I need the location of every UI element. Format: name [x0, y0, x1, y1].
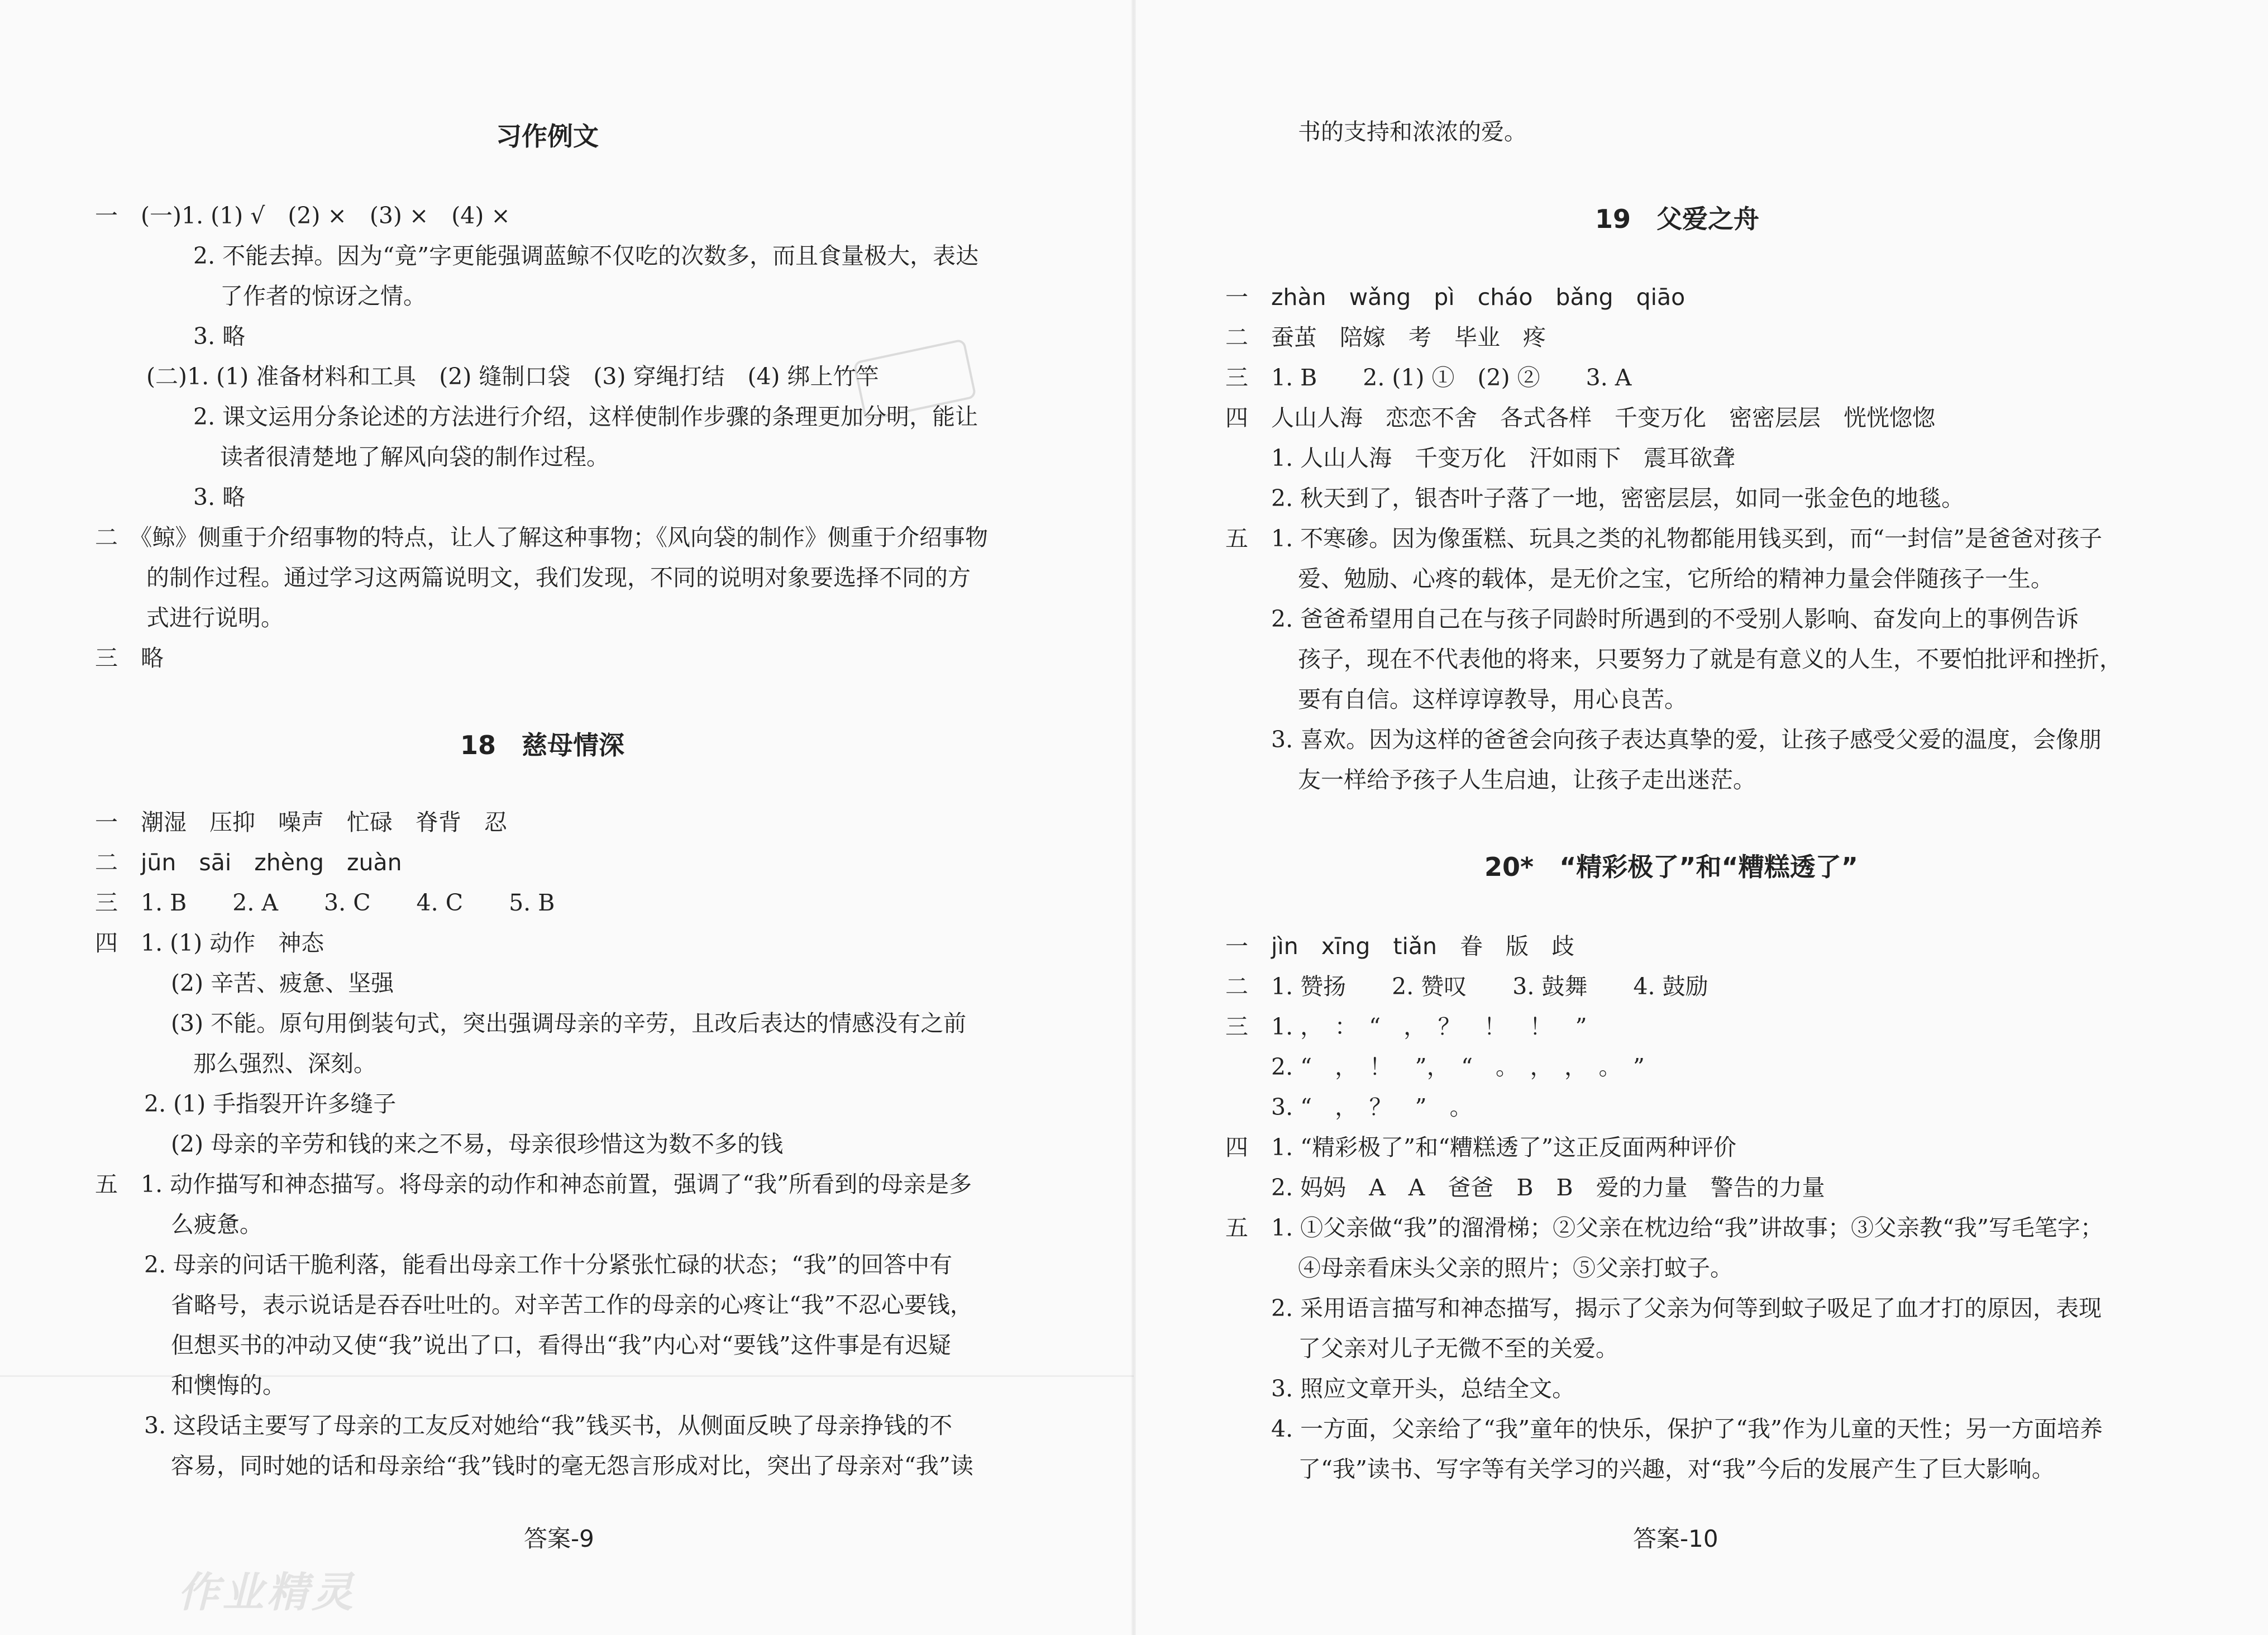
answer-line: (2) 母亲的辛劳和钱的来之不易，母亲很珍惜这为数不多的钱 — [171, 1131, 784, 1157]
answer-line: 三 1. B 2. (1) ① (2) ② 3. A — [1225, 364, 1632, 391]
section-title-18: 18 慈母情深 — [460, 730, 625, 760]
answer-line: 友一样给予孩子人生启迪，让孩子走出迷茫。 — [1298, 766, 1756, 793]
answer-line: 二 jūn sāi zhèng zuàn — [95, 849, 402, 876]
answer-line: 一 潮湿 压抑 噪声 忙碌 脊背 忍 — [95, 809, 507, 836]
answer-line: 一 zhàn wǎng pì cháo bǎng qiāo — [1225, 284, 1686, 311]
answer-line: 四 1. “精彩极了”和“糟糕透了”这正反面两种评价 — [1225, 1134, 1736, 1161]
answer-line: 三 1. ， ： “ ， ？ ！ ！ ” — [1225, 1013, 1587, 1040]
answer-line: 但想买书的冲动又使“我”说出了口，看得出“我”内心对“要钱”这件事是有迟疑 — [171, 1332, 951, 1358]
answer-line: 爱、勉励、心疼的载体，是无价之宝，它所给的精神力量会伴随孩子一生。 — [1298, 565, 2054, 592]
answer-line: (3) 不能。原句用倒装句式，突出强调母亲的辛劳，且改后表达的情感没有之前 — [171, 1010, 967, 1037]
answer-line: 么疲惫。 — [171, 1211, 262, 1238]
answer-line: 式进行说明。 — [146, 604, 284, 631]
answer-line: 3. “ ， ？ ” 。 — [1271, 1094, 1473, 1121]
page-number: 答案-9 — [524, 1525, 594, 1552]
answer-line: 了父亲对儿子无微不至的关爱。 — [1298, 1335, 1618, 1362]
answer-line: ④母亲看床头父亲的照片；⑤父亲打蚊子。 — [1298, 1255, 1733, 1281]
answer-line: 五 1. ①父亲做“我”的溜滑梯；②父亲在枕边给“我”讲故事；③父亲教“我”写毛笔字； — [1225, 1214, 2103, 1241]
section-title-xizuo-liwen: 习作例文 — [496, 121, 599, 151]
answer-line: 二 《鲸》侧重于介绍事物的特点，让人了解这种事物；《风向袋的制作》侧重于介绍事物 — [95, 524, 988, 551]
answer-line: 2. 妈妈 A A 爸爸 B B 爱的力量 警告的力量 — [1271, 1174, 1825, 1201]
answer-line: 一 (一)1. (1) √ (2) × (3) × (4) × — [95, 202, 510, 229]
watermark-logo: 作业精灵 — [178, 1569, 356, 1617]
answer-line: 了作者的惊讶之情。 — [220, 283, 426, 309]
answer-line: 五 1. 不寒碜。因为像蛋糕、玩具之类的礼物都能用钱买到，而“一封信”是爸爸对孩子 — [1225, 525, 2103, 552]
answer-line: 书的支持和浓浓的爱。 — [1298, 118, 1527, 145]
answer-line: 要有自信。这样谆谆教导，用心良苦。 — [1298, 686, 1687, 713]
answer-line: 3. 喜欢。因为这样的爸爸会向孩子表达真挚的爱，让孩子感受父爱的温度，会像朋 — [1271, 726, 2102, 753]
answer-line: 了“我”读书、写字等有关学习的兴趣，对“我”今后的发展产生了巨大影响。 — [1298, 1456, 2055, 1483]
answer-line: 3. 略 — [193, 323, 246, 350]
page-number: 答案-10 — [1633, 1525, 1718, 1552]
answer-line: (2) 辛苦、疲惫、坚强 — [171, 970, 394, 997]
answer-line: 一 jìn xīng tiǎn 眷 版 歧 — [1225, 933, 1575, 960]
answer-line: 2. (1) 手指裂开许多缝子 — [144, 1090, 397, 1117]
answer-line: 2. 母亲的问话干脆利落，能看出母亲工作十分紧张忙碌的状态；“我”的回答中有 — [144, 1251, 953, 1278]
answer-line: 和懊悔的。 — [171, 1372, 285, 1399]
answer-line: 4. 一方面，父亲给了“我”童年的快乐，保护了“我”作为儿童的天性；另一方面培养 — [1271, 1415, 2103, 1442]
answer-line: (二)1. (1) 准备材料和工具 (2) 缝制口袋 (3) 穿绳打结 (4) 绑上竹竿 — [146, 363, 879, 390]
answer-line: 省略号，表示说话是吞吞吐吐的。对辛苦工作的母亲的心疼让“我”不忍心要钱， — [171, 1291, 973, 1318]
answer-line: 三 略 — [95, 645, 164, 671]
answer-line: 读者很清楚地了解风向袋的制作过程。 — [220, 444, 609, 470]
answer-line: 2. “ ， ！ ”， “ 。 ， ， 。 ” — [1271, 1054, 1645, 1080]
answer-line: 3. 照应文章开头，总结全文。 — [1271, 1375, 1575, 1402]
answer-line: 孩子，现在不代表他的将来，只要努力了就是有意义的人生，不要怕批评和挫折， — [1298, 646, 2122, 673]
answer-line: 四 人山人海 恋恋不舍 各式各样 千变万化 密密层层 恍恍惚惚 — [1225, 404, 1935, 431]
answer-line: 2. 不能去掉。因为“竟”字更能强调蓝鲸不仅吃的次数多，而且食量极大，表达 — [193, 242, 979, 269]
answer-line: 二 1. 赞扬 2. 赞叹 3. 鼓舞 4. 鼓励 — [1225, 973, 1708, 1000]
answer-line: 2. 采用语言描写和神态描写，揭示了父亲为何等到蚊子吸足了血才打的原因，表现 — [1271, 1295, 2102, 1322]
answer-line: 四 1. (1) 动作 神态 — [95, 929, 324, 956]
answer-line: 2. 爸爸希望用自己在与孩子同龄时所遇到的不受别人影响、奋发向上的事例告诉 — [1271, 606, 2079, 632]
answer-line: 2. 秋天到了，银杏叶子落了一地，密密层层，如同一张金色的地毯。 — [1271, 485, 1965, 512]
answer-line: 3. 略 — [193, 484, 246, 511]
answer-line: 2. 课文运用分条论述的方法进行介绍，这样使制作步骤的条理更加分明，能让 — [193, 403, 978, 430]
answer-line: 3. 这段话主要写了母亲的工友反对她给“我”钱买书，从侧面反映了母亲挣钱的不 — [144, 1412, 953, 1439]
right-page — [1134, 0, 2268, 1635]
section-title-20: 20* “精彩极了”和“糟糕透了” — [1484, 852, 1858, 882]
answer-line: 1. 人山人海 千变万化 汗如雨下 震耳欲聋 — [1271, 445, 1736, 471]
answer-line: 二 蚕茧 陪嫁 考 毕业 疼 — [1225, 324, 1546, 351]
section-title-19: 19 父爱之舟 — [1595, 204, 1760, 234]
answer-line: 容易，同时她的话和母亲给“我”钱时的毫无怨言形成对比，突出了母亲对“我”读 — [171, 1452, 973, 1479]
answer-line: 三 1. B 2. A 3. C 4. C 5. B — [95, 889, 555, 916]
answer-line: 五 1. 动作描写和神态描写。将母亲的动作和神态前置，强调了“我”所看到的母亲是多 — [95, 1171, 972, 1198]
answer-line: 的制作过程。通过学习这两篇说明文，我们发现，不同的说明对象要选择不同的方 — [146, 564, 971, 591]
answer-line: 那么强烈、深刻。 — [193, 1050, 376, 1077]
